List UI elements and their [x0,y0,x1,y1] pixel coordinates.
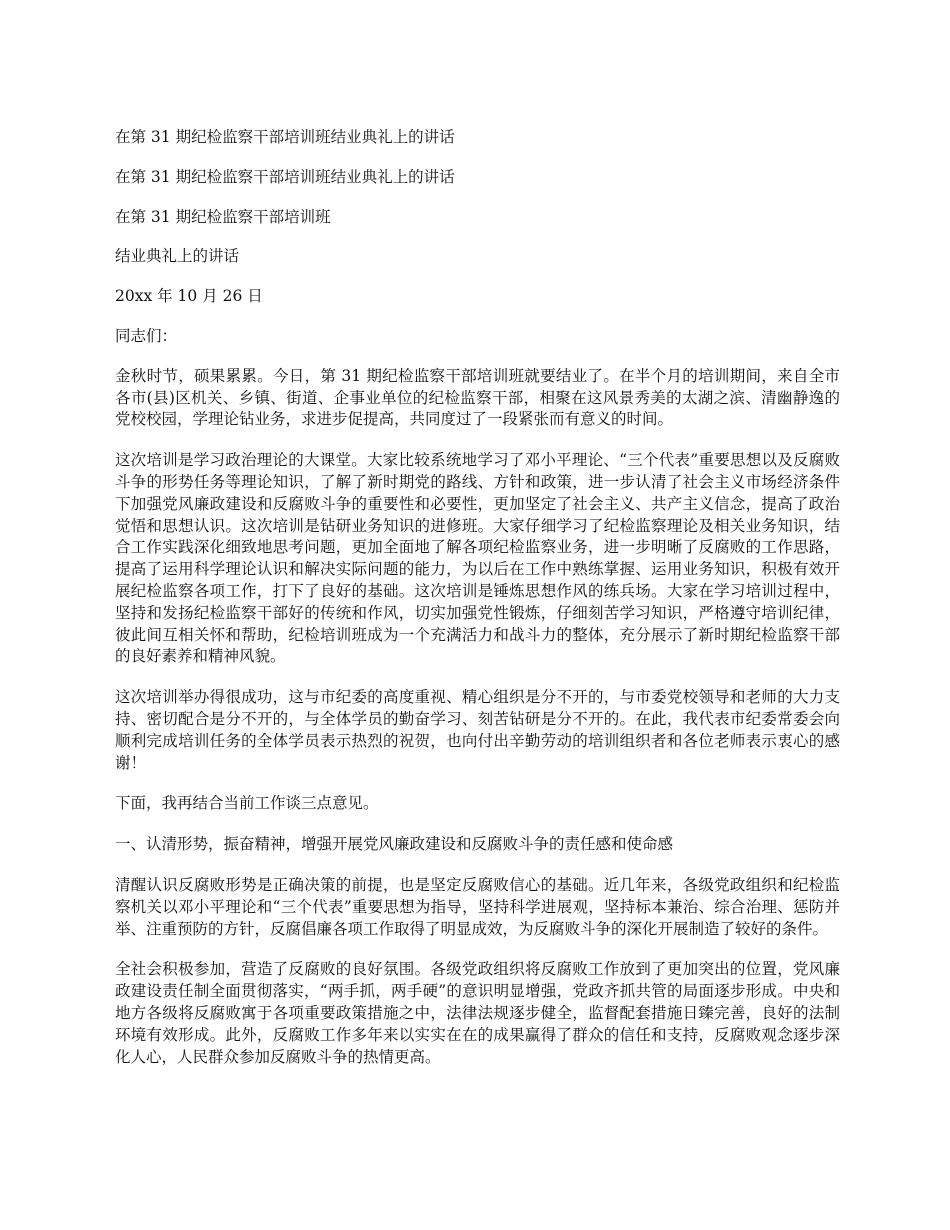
document-date: 20xx 年 10 月 26 日 [115,287,263,306]
paragraph-thanks: 这次培训举办得很成功，这与市纪委的高度重视、精心组织是分不开的，与市委党校领导和老师的大力支持、密切配合是分不开的，与全体学员的勤奋学习、刻苦钻研是分不开的。在此，我代表市纪委常委会向顺利完成培训任务的全体学员表示热烈的祝贺，也向付出辛勤劳动的培训组织者和各位老师表示衷心的感谢！ [115,688,840,772]
paragraph-training-review: 这次培训是学习政治理论的大课堂。大家比较系统地学习了邓小平理论、“三个代表”重要思想以及反腐败斗争的形势任务等理论知识，了解了新时期党的路线、方针和政策，进一步认清了社会主义市场经济条件下加强党风廉政建设和反腐败斗争的重要性和必要性，更加坚定了社会主义、共产主义信念，提高了政治觉悟和思想认识。这次培训是钻研业务知识的进修班。大家仔细学习了纪检监察理论及相关业务知识，结合工作实践深化细致地思考问题，更加全面地了解各项纪检监察业务，进一步明晰了反腐败的工作思路，提高了运用科学理论认识和解决实际问题的能力，为以后在工作中熟练掌握、运用业务知识，积极有效开展纪检监察各项工作，打下了良好的基础。这次培训是锤炼思想作风的练兵场。大家在学习培训过程中，坚持和发扬纪检监察干部好的传统和作风，切实加强党性锻炼，仔细刻苦学习知识，严格遵守培训纪律，彼此间互相关怀和帮助，纪检培训班成为一个充满活力和战斗力的整体，充分展示了新时期纪检监察干部的良好素养和精神风貌。 [115,451,840,666]
document-title-line-2: 在第 31 期纪检监察干部培训班结业典礼上的讲话 [115,167,455,186]
document-title-line-4: 结业典礼上的讲话 [115,247,240,266]
paragraph-participation: 全社会积极参加，营造了反腐败的良好氛围。各级党政组织将反腐败工作放到了更加突出的位置，党风廉政建设责任制全面贯彻落实，“两手抓，两手硬”的意识明显增强，党政齐抓共管的局面逐步形成。中央和地方各级将反腐败寓于各项重要政策措施之中，法律法规逐步健全，监督配套措施日臻完善，良好的法制环境有效形成。此外，反腐败工作多年来以实实在在的成果赢得了群众的信任和支持，反腐败观念逐步深化人心，人民群众参加反腐败斗争的热情更高。 [115,960,840,1066]
section-heading-1: 一、认清形势，振奋精神，增强开展党风廉政建设和反腐败斗争的责任感和使命感 [115,835,674,854]
paragraph-transition: 下面，我再结合当前工作谈三点意见。 [115,794,379,813]
document-title-line-3: 在第 31 期纪检监察干部培训班 [115,207,331,226]
paragraph-opening: 金秋时节，硕果累累。今日，第 31 期纪检监察干部培训班就要结业了。在半个月的培训期间，来自全市各市(县)区机关、乡镇、街道、企事业单位的纪检监察干部，相聚在这风景秀美的太湖之滨、清幽静逸的党校校园，学理论钻业务，求进步促提高，共同度过了一段紧张而有意义的时间。 [115,366,840,429]
document-title-line-1: 在第 31 期纪检监察干部培训班结业典礼上的讲话 [115,128,455,146]
document-salutation: 同志们： [115,326,178,345]
paragraph-situation: 清醒认识反腐败形势是正确决策的前提，也是坚定反腐败信心的基础。近几年来，各级党政组织和纪检监察机关以邓小平理论和“三个代表”重要思想为指导，坚持科学进展观，坚持标本兼治、综合治理、惩防并举、注重预防的方针，反腐倡廉各项工作取得了明显成效，为反腐败斗争的深化开展制造了较好的条件。 [115,875,840,938]
document-page [115,127,840,1087]
